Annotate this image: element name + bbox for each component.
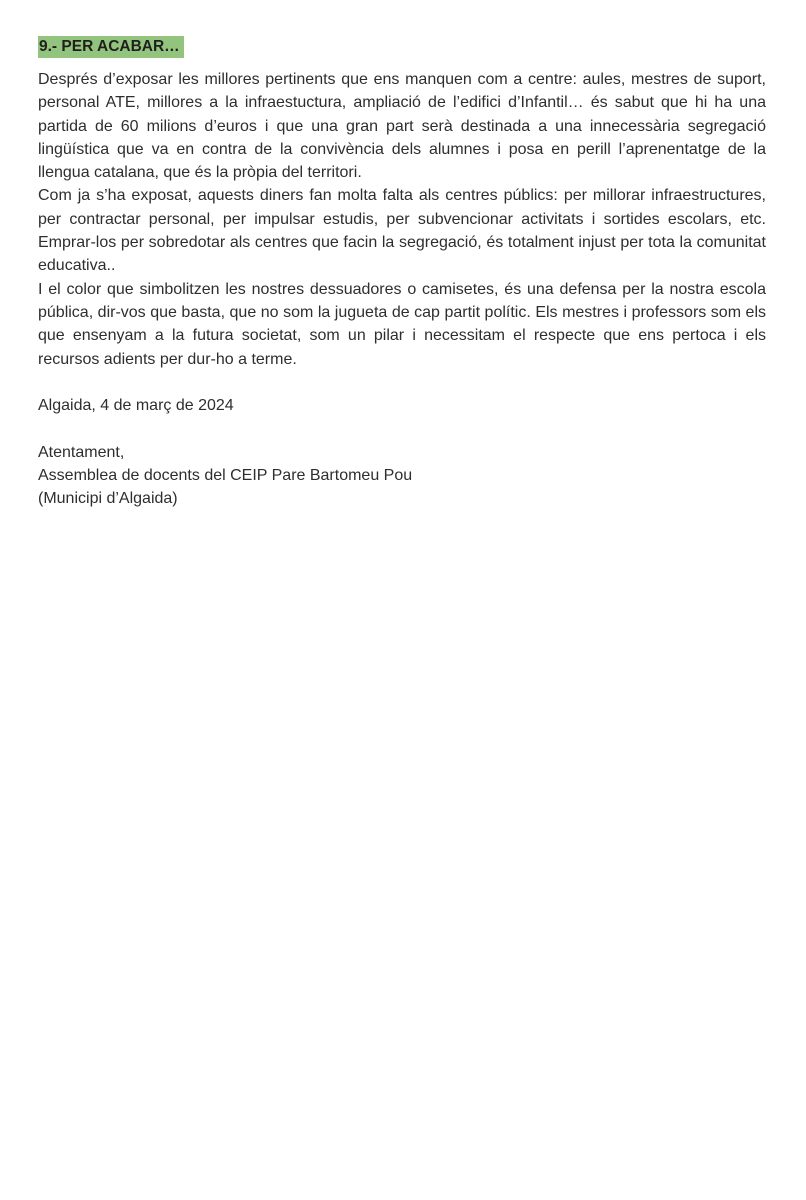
document-page bbox=[38, 36, 766, 511]
place-date: Algaida, 4 de març de 2024 bbox=[38, 397, 234, 415]
paragraph-2: Com ja s’ha exposat, aquests diners fan molta falta als centres públics: per millorar infraestructures, per contractar personal, per impulsar estudis, per subvencionar activitats i sortides escolars, etc. Emprar-los per sobredotar als centres que facin la segregació, és totalment injust per tota la comunitat educativa.. bbox=[38, 187, 766, 275]
blank-line bbox=[38, 371, 766, 394]
blank-line bbox=[38, 417, 766, 440]
municipality: (Municipi d’Algaida) bbox=[38, 490, 178, 508]
signatory: Assemblea de docents del CEIP Pare Bartomeu Pou bbox=[38, 467, 413, 485]
paragraph-1: Després d’exposar les millores pertinents que ens manquen com a centre: aules, mestres de suport, personal ATE, millores a la infraestuctura, ampliació de l’edifici d’Infantil… és sabut que hi ha una partida de 60 milions d’euros i que una gran part serà destinada a una innecessària segregació lingüística que va en contra de la convivència dels alumnes i posa en perill l’aprenentatge de la llengua catalana, que és la pròpia del territori. bbox=[38, 71, 766, 182]
paragraph-3: I el color que simbolitzen les nostres dessuadores o camisetes, és una defensa per la nostra escola pública, dir-vos que basta, que no som la jugueta de cap partit polític. Els mestres i professors som els que ensenyam a la futura societat, som un pilar i necessitam el respecte que ens pertoca i els recursos adients per dur-ho a terme. bbox=[38, 280, 766, 368]
salutation: Atentament, bbox=[38, 443, 125, 461]
section-heading: 9.- PER ACABAR… bbox=[38, 36, 184, 58]
